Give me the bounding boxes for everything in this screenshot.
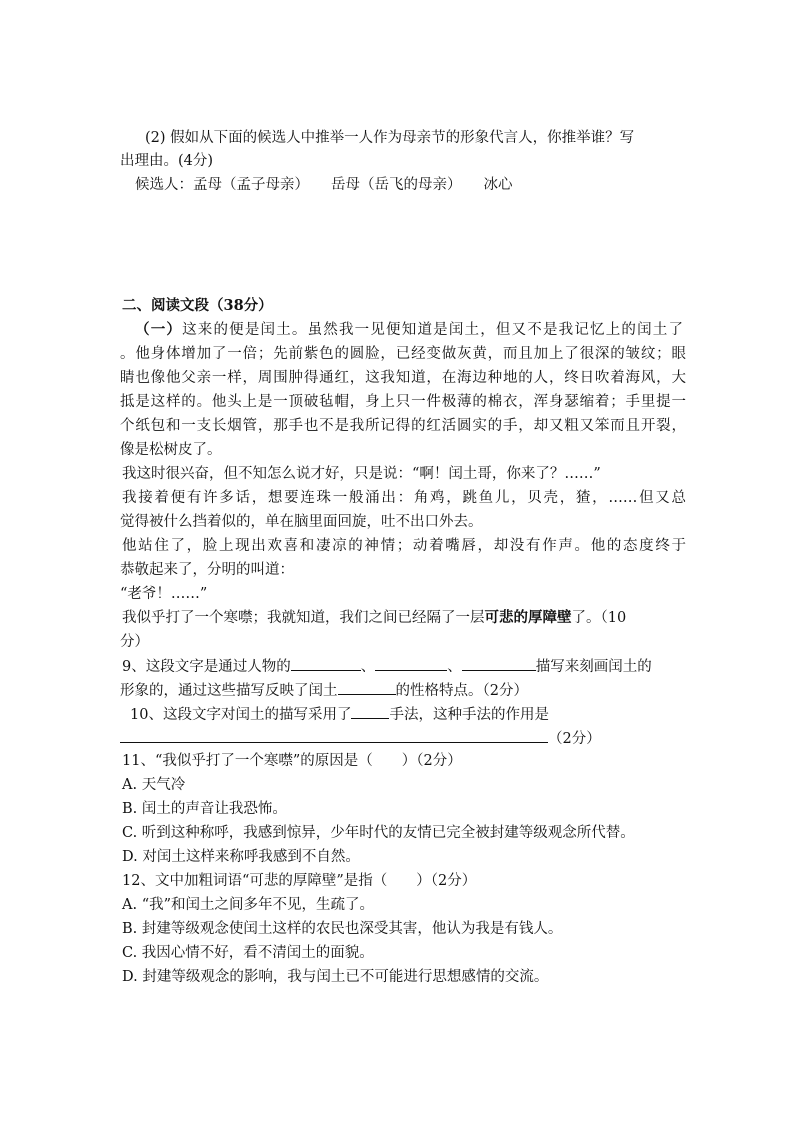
q10-blank-effect[interactable] [120, 728, 548, 743]
q12-option-b[interactable]: B. 封建等级观念使闰土这样的农民也深受其害，他认为我是有钱人。 [122, 921, 563, 937]
q9-separator: 、 [447, 659, 462, 675]
q12-option-a[interactable]: A. “我”和闰土之间多年不见，生疏了。 [122, 897, 375, 913]
q10-text-end: 手法，这种手法的作用是 [389, 707, 549, 723]
passage-p1-line4: 抵是这样的。他头上是一顶破毡帽，身上只一件极薄的棉衣，浑身瑟缩着；手里提一 [120, 394, 686, 410]
bold-phrase: 可悲的厚障壁 [484, 609, 572, 626]
q10-line2 [120, 728, 601, 749]
q10-line1 [130, 704, 549, 725]
passage-p3-line1: 我接着便有许多话，想要连珠一般涌出：角鸡，跳鱼儿，贝壳，猹，……但又总 [122, 490, 686, 506]
q11-stem: 11、“我似乎打了一个寒噤”的原因是（ ）（2分） [122, 753, 462, 769]
q2-candidates [135, 175, 513, 195]
q10-text: 10、这段文字对闰土的描写采用了 [130, 707, 352, 723]
q11-option-a[interactable]: A. 天气冷 [122, 777, 186, 793]
q9-text: 形象的，通过这些描写反映了闰土 [120, 683, 338, 699]
q11-option-c[interactable]: C. 听到这种称呼，我感到惊异，少年时代的友情已完全被封建等级观念所代替。 [122, 825, 635, 841]
passage-part-label: （一） [135, 321, 183, 338]
q9-score: 的性格特点。（2分） [395, 683, 528, 699]
q9-line2 [120, 680, 528, 701]
q12-stem: 12、文中加粗词语“可悲的厚障壁”是指（ ）（2分） [122, 873, 477, 889]
q9-blank-4[interactable] [338, 680, 396, 695]
q9-blank-1[interactable] [291, 656, 361, 671]
q11-option-b[interactable]: B. 闰土的声音让我恐怖。 [122, 801, 287, 817]
passage-p1-text: 这来的便是闰土。虽然我一见便知道是闰土，但又不是我记忆上的闰土了 [182, 322, 684, 338]
section-heading: 二、阅读文段（38分） [122, 297, 273, 314]
q9-text-end: 描写来刻画闰土的 [535, 659, 652, 675]
passage-p6-line2: 分） [120, 634, 149, 650]
q2-line2: 出理由。(4分) [120, 153, 214, 169]
passage-p1-line5: 个纸包和一支长烟管，那手也不是我所记得的红活圆实的手，却又粗又笨而且开裂， [120, 418, 686, 434]
q2-line1: (2) 假如从下面的候选人中推举一人作为母亲节的形象代言人，你推举谁？写 [145, 130, 635, 146]
q9-blank-2[interactable] [375, 656, 447, 671]
passage-p1-line1 [135, 320, 683, 340]
passage-p4-line1: 他站住了，脸上现出欢喜和凄凉的神情；动着嘴唇，却没有作声。他的态度终于 [122, 538, 686, 554]
candidates-label: 候选人： [135, 177, 193, 193]
passage-p1-line2: 。他身体增加了一倍；先前紫色的圆脸，已经变做灰黄，而且加上了很深的皱纹；眼 [120, 346, 686, 362]
passage-p6-line1 [122, 608, 626, 628]
passage-p6-score: 了。（10 [571, 610, 627, 626]
passage-p4-line2: 恭敬起来了，分明的叫道： [120, 562, 294, 578]
candidate-bing-xin: 冰心 [483, 177, 513, 193]
passage-p3-line2: 觉得被什么挡着似的，单在脑里面回旋，吐不出口外去。 [120, 514, 483, 530]
passage-p1-line6: 像是松树皮了。 [120, 442, 222, 458]
q12-option-d[interactable]: D. 封建等级观念的影响，我与闰土已不可能进行思想感情的交流。 [122, 969, 549, 985]
q10-score: （2分） [548, 731, 601, 747]
q11-option-d[interactable]: D. 对闰土这样来称呼我感到不自然。 [122, 849, 360, 865]
passage-p5: “老爷！……” [120, 586, 208, 602]
passage-p6-text: 我似乎打了一个寒噤；我就知道，我们之间已经隔了一层 [122, 610, 485, 626]
q9-text: 9、这段文字是通过人物的 [122, 659, 291, 675]
candidate-meng-mu: 孟母（孟子母亲） [193, 177, 309, 193]
q9-separator: 、 [360, 659, 376, 675]
q9-line1 [122, 656, 652, 677]
passage-p2: 我这时很兴奋，但不知怎么说才好，只是说：“啊！闰土哥，你来了？……” [122, 466, 601, 482]
q12-option-c[interactable]: C. 我因心情不好，看不清闰土的面貌。 [122, 945, 374, 961]
candidate-yue-mu: 岳母（岳飞的母亲） [331, 177, 462, 193]
passage-p1-line3: 睛也像他父亲一样，周围肿得通红，这我知道，在海边种地的人，终日吹着海风，大 [120, 370, 686, 386]
q9-blank-3[interactable] [462, 656, 536, 671]
q10-blank-technique[interactable] [351, 704, 389, 719]
